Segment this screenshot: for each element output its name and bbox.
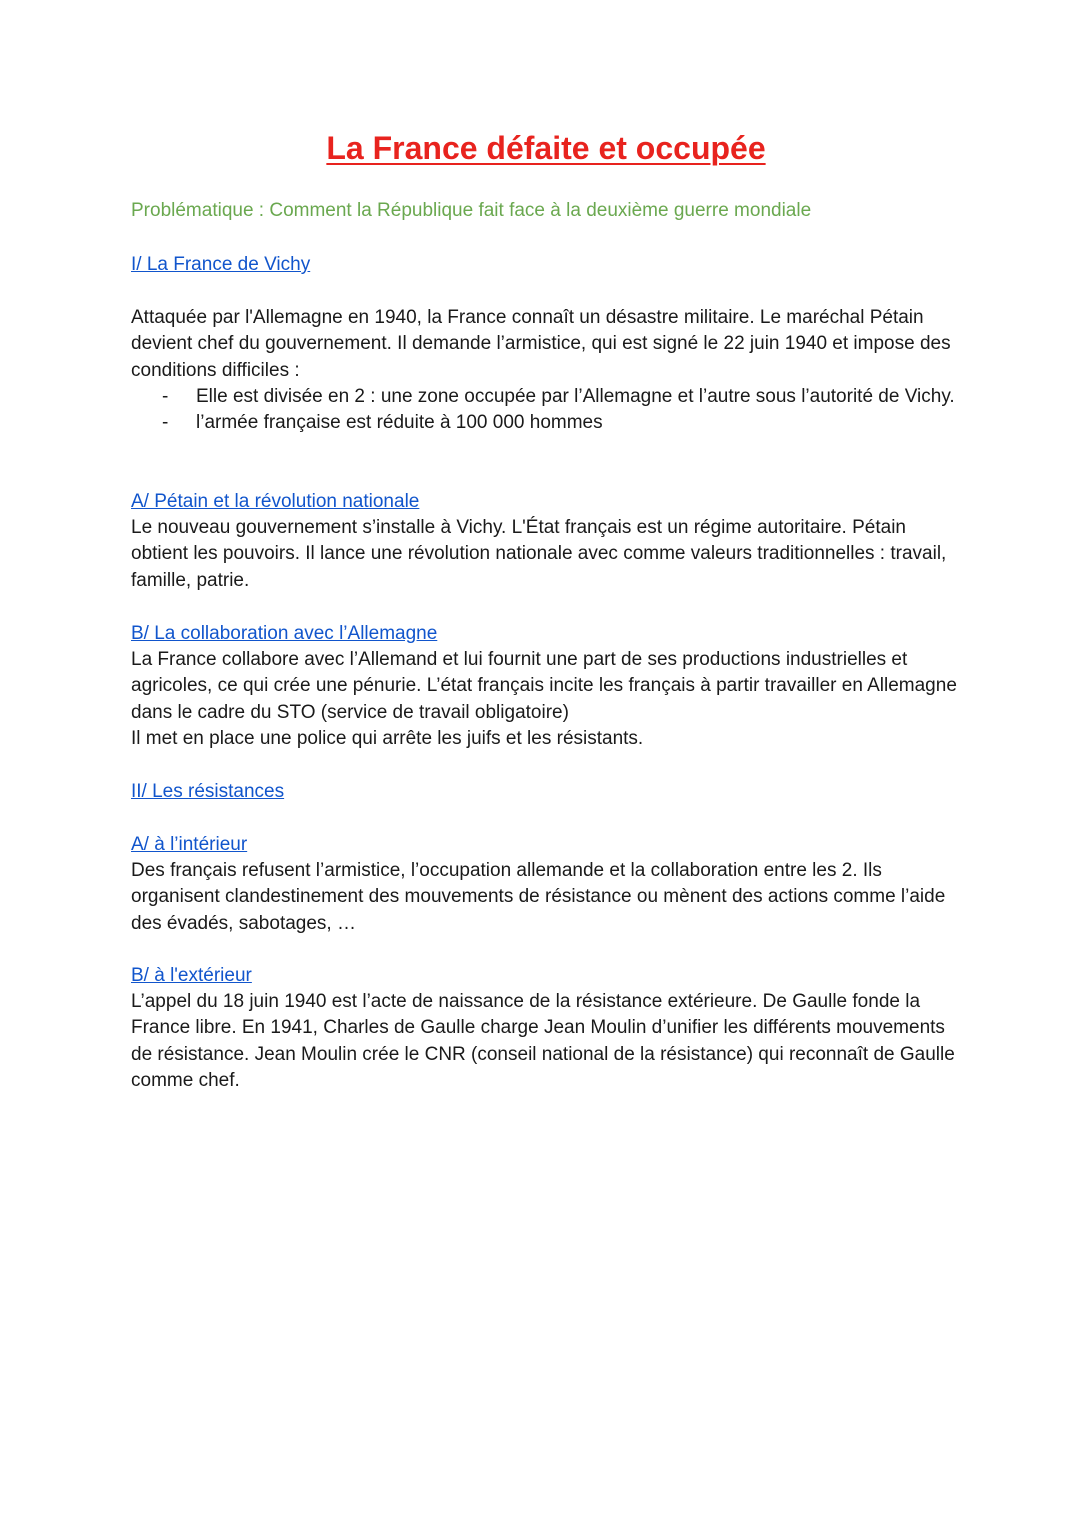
page-title [131,130,961,167]
part2-heading[interactable]: II/ Les résistances [131,781,285,802]
part1-bullet-list [131,384,961,437]
bullet-dash: - [162,386,169,407]
part1-sectionB-heading[interactable]: B/ La collaboration avec l’Allemagne [131,623,438,644]
part2-sectionB-heading[interactable]: B/ à l'extérieur [131,965,252,986]
part1-heading[interactable]: I/ La France de Vichy [131,254,311,275]
page-title-text: La France défaite et occupée [326,130,766,166]
part1-intro: Attaquée par l'Allemagne en 1940, la France connaît un désastre militaire. Le maréchal Pétain devient chef du gouvernement. Il demande l’armistice, qui est signé le 22 juin 1940 et impose des conditions difficiles : [131,307,951,381]
part1-sectionB-text2: Il met en place une police qui arrête les juifs et les résistants. [131,728,644,749]
bullet-text: Elle est divisée en 2 : une zone occupée par l’Allemagne et l’autre sous l’autorité de Vichy. [196,386,955,407]
bullet-dash: - [162,412,169,434]
problematique: Problématique : Comment la République fait face à la deuxième guerre mondiale [131,200,812,221]
part1-sectionB-text: La France collabore avec l’Allemand et lui fournit une part de ses productions industrielles et agricoles, ce qui crée une pénurie. L’état français incite les français à partir travailler en Allemagne dans le cadre du STO (service de travail obligatoire) [131,649,957,723]
list-item [131,384,961,410]
part2-sectionA-heading[interactable]: A/ à l’intérieur [131,834,248,855]
list-item [131,410,961,436]
part2-sectionB-text: L’appel du 18 juin 1940 est l’acte de naissance de la résistance extérieure. De Gaulle fonde la France libre. En 1941, Charles de Gaulle charge Jean Moulin d’unifier les différents mouvements de résistance. Jean Moulin crée le CNR (conseil national de la résistance) qui reconnaît de Gaulle comme chef. [131,991,955,1092]
part2-sectionA-text: Des français refusent l’armistice, l’occupation allemande et la collaboration entre les 2. Ils organisent clandestinement des mouvements de résistance ou mènent des actions comme l’aide des évadés, sabotages, … [131,860,946,934]
part1-sectionA-heading[interactable]: A/ Pétain et la révolution nationale [131,491,420,512]
bullet-text: l’armée française est réduite à 100 000 hommes [196,412,603,434]
part1-sectionA-text: Le nouveau gouvernement s’installe à Vichy. L'État français est un régime autoritaire. Pétain obtient les pouvoirs. Il lance une révolution nationale avec comme valeurs traditionnelles : travail, famille, patrie. [131,517,947,591]
